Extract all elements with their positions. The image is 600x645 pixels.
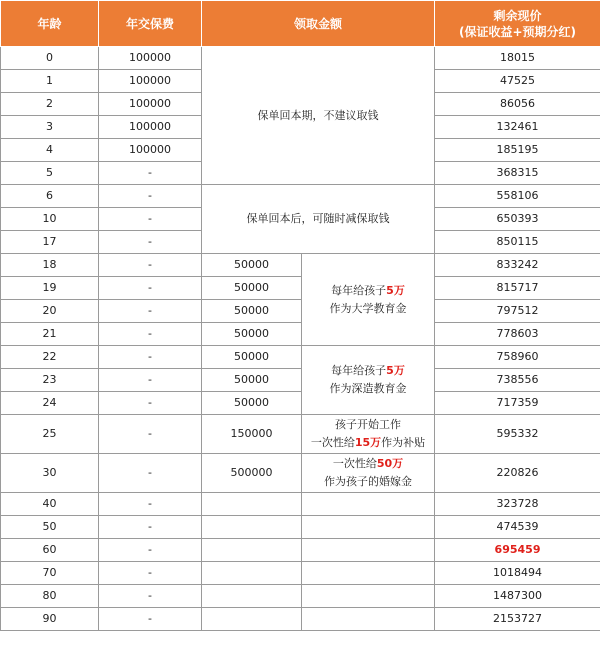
age-cell: 22 <box>1 346 99 369</box>
value-cell: 47525 <box>435 70 600 93</box>
premium-cell: - <box>99 539 202 562</box>
age-cell: 6 <box>1 185 99 208</box>
age-cell: 90 <box>1 608 99 631</box>
withdraw-cell <box>202 493 302 516</box>
note-advanced-amount: 5万 <box>386 364 405 377</box>
withdraw-cell: 150000 <box>202 415 302 454</box>
note-work-amount: 15万 <box>354 436 382 449</box>
note-advanced-pre: 每年给孩子 <box>331 364 387 377</box>
age-cell: 60 <box>1 539 99 562</box>
table-row <box>1 415 600 454</box>
withdraw-cell: 50000 <box>202 254 302 277</box>
table-header-row <box>1 1 600 47</box>
header-cash-value <box>435 1 600 47</box>
note-work-pre: 一次性给 <box>310 436 355 449</box>
withdraw-cell <box>202 516 302 539</box>
age-cell: 0 <box>1 47 99 70</box>
value-cell: 1487300 <box>435 585 600 608</box>
header-withdrawal: 领取金额 <box>202 1 435 47</box>
age-cell: 10 <box>1 208 99 231</box>
premium-cell: 100000 <box>99 116 202 139</box>
header-cash-value-line1: 剩余现价 <box>493 8 542 23</box>
age-cell: 25 <box>1 415 99 454</box>
table-row <box>1 369 600 392</box>
table-row <box>1 562 600 585</box>
withdraw-cell <box>202 539 302 562</box>
note-empty-cell <box>302 539 435 562</box>
value-cell-highlight: 695459 <box>435 539 600 562</box>
age-cell: 17 <box>1 231 99 254</box>
note-work-subsidy <box>302 415 435 454</box>
note-wedding-fund <box>302 454 435 493</box>
age-cell: 4 <box>1 139 99 162</box>
table-row <box>1 185 600 208</box>
value-cell: 758960 <box>435 346 600 369</box>
note-wedding-line2: 作为孩子的婚嫁金 <box>324 475 412 488</box>
premium-cell: - <box>99 277 202 300</box>
value-cell: 2153727 <box>435 608 600 631</box>
premium-cell: - <box>99 454 202 493</box>
table-row <box>1 608 600 631</box>
premium-cell: - <box>99 392 202 415</box>
value-cell: 132461 <box>435 116 600 139</box>
table-row <box>1 454 600 493</box>
table-row <box>1 585 600 608</box>
age-cell: 30 <box>1 454 99 493</box>
age-cell: 3 <box>1 116 99 139</box>
withdraw-cell: 50000 <box>202 277 302 300</box>
premium-cell: - <box>99 323 202 346</box>
header-age: 年龄 <box>1 1 99 47</box>
note-education-amount: 5万 <box>386 283 405 297</box>
table-row <box>1 493 600 516</box>
table-row <box>1 323 600 346</box>
table-row <box>1 539 600 562</box>
withdraw-cell: 500000 <box>202 454 302 493</box>
table-row <box>1 277 600 300</box>
table-row <box>1 254 600 277</box>
value-cell: 778603 <box>435 323 600 346</box>
note-wedding-amount: 50万 <box>376 457 404 470</box>
age-cell: 20 <box>1 300 99 323</box>
note-education <box>302 254 435 346</box>
age-cell: 19 <box>1 277 99 300</box>
age-cell: 21 <box>1 323 99 346</box>
value-cell: 1018494 <box>435 562 600 585</box>
age-cell: 70 <box>1 562 99 585</box>
note-education-pre: 每年给孩子 <box>331 283 387 297</box>
premium-cell: 100000 <box>99 139 202 162</box>
value-cell: 86056 <box>435 93 600 116</box>
age-cell: 5 <box>1 162 99 185</box>
age-cell: 24 <box>1 392 99 415</box>
premium-cell: - <box>99 300 202 323</box>
value-cell: 18015 <box>435 47 600 70</box>
premium-cell: - <box>99 415 202 454</box>
value-cell: 595332 <box>435 415 600 454</box>
value-cell: 797512 <box>435 300 600 323</box>
note-no-withdraw: 保单回本期，不建议取钱 <box>202 47 435 185</box>
table-row <box>1 47 600 70</box>
withdraw-cell <box>202 562 302 585</box>
withdraw-cell <box>202 608 302 631</box>
age-cell: 23 <box>1 369 99 392</box>
note-empty-cell <box>302 562 435 585</box>
age-cell: 50 <box>1 516 99 539</box>
value-cell: 850115 <box>435 231 600 254</box>
age-cell: 40 <box>1 493 99 516</box>
header-premium: 年交保费 <box>99 1 202 47</box>
premium-cell: 100000 <box>99 93 202 116</box>
note-empty-cell <box>302 493 435 516</box>
value-cell: 558106 <box>435 185 600 208</box>
premium-cell: - <box>99 346 202 369</box>
withdraw-cell: 50000 <box>202 300 302 323</box>
value-cell: 323728 <box>435 493 600 516</box>
table-row <box>1 392 600 415</box>
withdraw-cell: 50000 <box>202 392 302 415</box>
note-work-line1: 孩子开始工作 <box>335 418 401 431</box>
premium-cell: - <box>99 231 202 254</box>
note-work-post: 作为补贴 <box>381 436 426 449</box>
value-cell: 833242 <box>435 254 600 277</box>
header-cash-value-line2: (保证收益+预期分红) <box>459 24 577 39</box>
note-education-line2: 作为大学教育金 <box>329 301 407 315</box>
premium-cell: - <box>99 254 202 277</box>
premium-cell: - <box>99 493 202 516</box>
age-cell: 2 <box>1 93 99 116</box>
withdraw-cell: 50000 <box>202 369 302 392</box>
note-empty-cell <box>302 608 435 631</box>
note-advanced-line2: 作为深造教育金 <box>329 382 407 395</box>
value-cell: 220826 <box>435 454 600 493</box>
age-cell: 1 <box>1 70 99 93</box>
table-row <box>1 516 600 539</box>
value-cell: 717359 <box>435 392 600 415</box>
withdraw-cell: 50000 <box>202 346 302 369</box>
table-row <box>1 300 600 323</box>
premium-cell: - <box>99 562 202 585</box>
note-advanced-education <box>302 346 435 415</box>
age-cell: 18 <box>1 254 99 277</box>
note-empty-cell <box>302 516 435 539</box>
value-cell: 738556 <box>435 369 600 392</box>
premium-cell: - <box>99 585 202 608</box>
note-empty-cell <box>302 585 435 608</box>
premium-cell: - <box>99 162 202 185</box>
age-cell: 80 <box>1 585 99 608</box>
withdraw-cell <box>202 585 302 608</box>
withdraw-cell: 50000 <box>202 323 302 346</box>
note-wedding-pre: 一次性给 <box>332 457 377 470</box>
premium-cell: - <box>99 185 202 208</box>
value-cell: 185195 <box>435 139 600 162</box>
premium-cell: 100000 <box>99 47 202 70</box>
value-cell: 474539 <box>435 516 600 539</box>
premium-cell: - <box>99 369 202 392</box>
premium-cell: - <box>99 608 202 631</box>
value-cell: 815717 <box>435 277 600 300</box>
table-row <box>1 346 600 369</box>
premium-cell: 100000 <box>99 70 202 93</box>
value-cell: 368315 <box>435 162 600 185</box>
premium-cell: - <box>99 208 202 231</box>
note-after-breakeven: 保单回本后，可随时减保取钱 <box>202 185 435 254</box>
value-cell: 650393 <box>435 208 600 231</box>
premium-cell: - <box>99 516 202 539</box>
